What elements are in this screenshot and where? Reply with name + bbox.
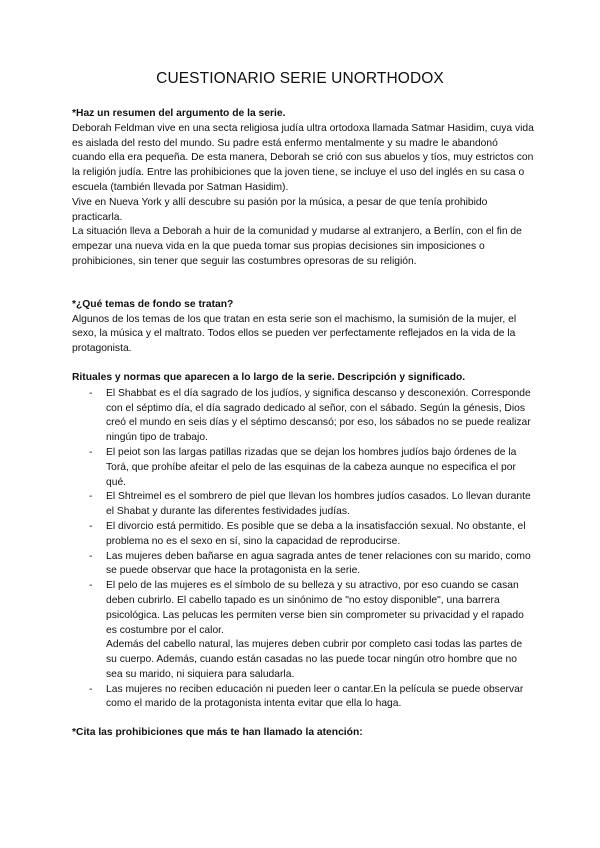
section-heading-summary: *Haz un resumen del argumento de la serie. xyxy=(72,108,286,119)
page-title: CUESTIONARIO SERIE UNORTHODOX xyxy=(156,70,444,87)
summary-paragraph: Vive en Nueva York y allí descubre su pasión por la música, a pesar de que tenía prohibido practicarla. xyxy=(72,196,488,223)
list-item-text: El Shabbat es el día sagrado de los judíos, y significa descanso y desconexión. Corresponde con el séptimo día, el día sagrado dedicado al señor, con el sábado. Según la génesis, Dios creó el mundo en seis días y el séptimo descansó; por eso, los sábados no se puede realizar ningún tipo de trabajo. xyxy=(106,387,531,444)
list-item xyxy=(72,387,534,446)
document-body xyxy=(72,107,534,741)
list-item xyxy=(72,446,534,490)
spacer xyxy=(72,712,534,726)
rituals-list xyxy=(72,387,534,713)
bullet-dash: - xyxy=(89,387,93,399)
list-item-text: El divorcio está permitido. Es posible que se deba a la insatisfacción sexual. No obstante, el problema no es el sexo en sí, sino la capacidad de reproducirse. xyxy=(106,520,526,547)
bullet-dash: - xyxy=(89,580,93,592)
themes-paragraph: Algunos de los temas de los que tratan en esta serie son el machismo, la sumisión de la mujer, el sexo, la música y el maltrato. Todos ellos se pueden ver perfectamente reflejados en la vida de la protagonista. xyxy=(72,313,517,355)
list-item-text: Las mujeres deben bañarse en agua sagrada antes de tener relaciones con su marido, como se puede observar que hace la protagonista en la serie. xyxy=(106,550,531,577)
spacer xyxy=(72,357,534,371)
bullet-dash: - xyxy=(89,520,93,532)
list-item xyxy=(72,490,534,520)
list-item-text: El peiot son las largas patillas rizadas que se dejan los hombres judíos bajo órdenes de la Torá, que prohíbe afeitar el pelo de las esquinas de la cabeza aunque no especifica el por qué. xyxy=(106,446,517,488)
section-heading-prohibitions: *Cita las prohibiciones que más te han llamado la atención: xyxy=(72,727,363,739)
list-item-text: El Shtreimel es el sombrero de piel que llevan los hombres judíos casados. Lo llevan durante el Shabat y durante las diferentes festividades judías. xyxy=(106,491,531,518)
bullet-dash: - xyxy=(89,446,93,458)
list-item-text: Las mujeres no reciben educación ni pueden leer o cantar.En la película se puede observar como el marido de la protagonista intenta evitar que ella lo haga. xyxy=(106,683,524,710)
list-item-text: El pelo de las mujeres es el símbolo de su belleza y su atractivo, por eso cuando se casan deben cubrirlo. El cabello tapado es un sinónimo de "no estoy disponible", una barrera psicológica. Las pelucas les permiten verse bien sin comprometer su privacidad y el rapado es costumbre por el calor. xyxy=(106,580,524,636)
summary-paragraph: Deborah Feldman vive en una secta religiosa judía ultra ortodoxa llamada Satmar Hasidim, cuya vida es aislada del resto del mundo. Su padre está enfermo mentalmente y su madre le abandonó cuando ella era pequeña. De esta manera, Deborah se crió con sus abuelos y tíos, muy estrictos con la religión judía. Entre las prohibiciones que la joven tiene, se incluye el uso del inglés en su casa o escuela (también llevada por Satman Hasidim). xyxy=(72,122,534,193)
bullet-dash: - xyxy=(89,550,93,562)
section-heading-rituals: Rituales y normas que aparecen a lo largo de la serie. Descripción y significado. xyxy=(72,371,466,383)
list-item xyxy=(72,683,534,713)
list-item xyxy=(72,520,534,550)
list-item-extra-text: Además del cabello natural, las mujeres deben cubrir por completo casi todas las partes de su cuerpo. Además, cuando están casadas no las puede tocar ningún otro hombre que no sea su marido, ni siquiera para saludarla. xyxy=(106,639,523,680)
bullet-dash: - xyxy=(89,683,93,695)
list-item xyxy=(72,579,534,683)
list-item xyxy=(72,550,534,580)
section-heading-themes: *¿Qué temas de fondo se tratan? xyxy=(72,298,234,310)
bullet-dash: - xyxy=(89,491,93,503)
summary-paragraph: La situación lleva a Deborah a huir de la comunidad y mudarse al extranjero, a Berlín, con el fin de empezar una nueva vida en la que pueda tomar sus propias decisiones sin imposiciones o prohibiciones, sin tener que seguir las costumbres opresoras de su religión. xyxy=(72,226,522,267)
spacer xyxy=(72,270,534,298)
